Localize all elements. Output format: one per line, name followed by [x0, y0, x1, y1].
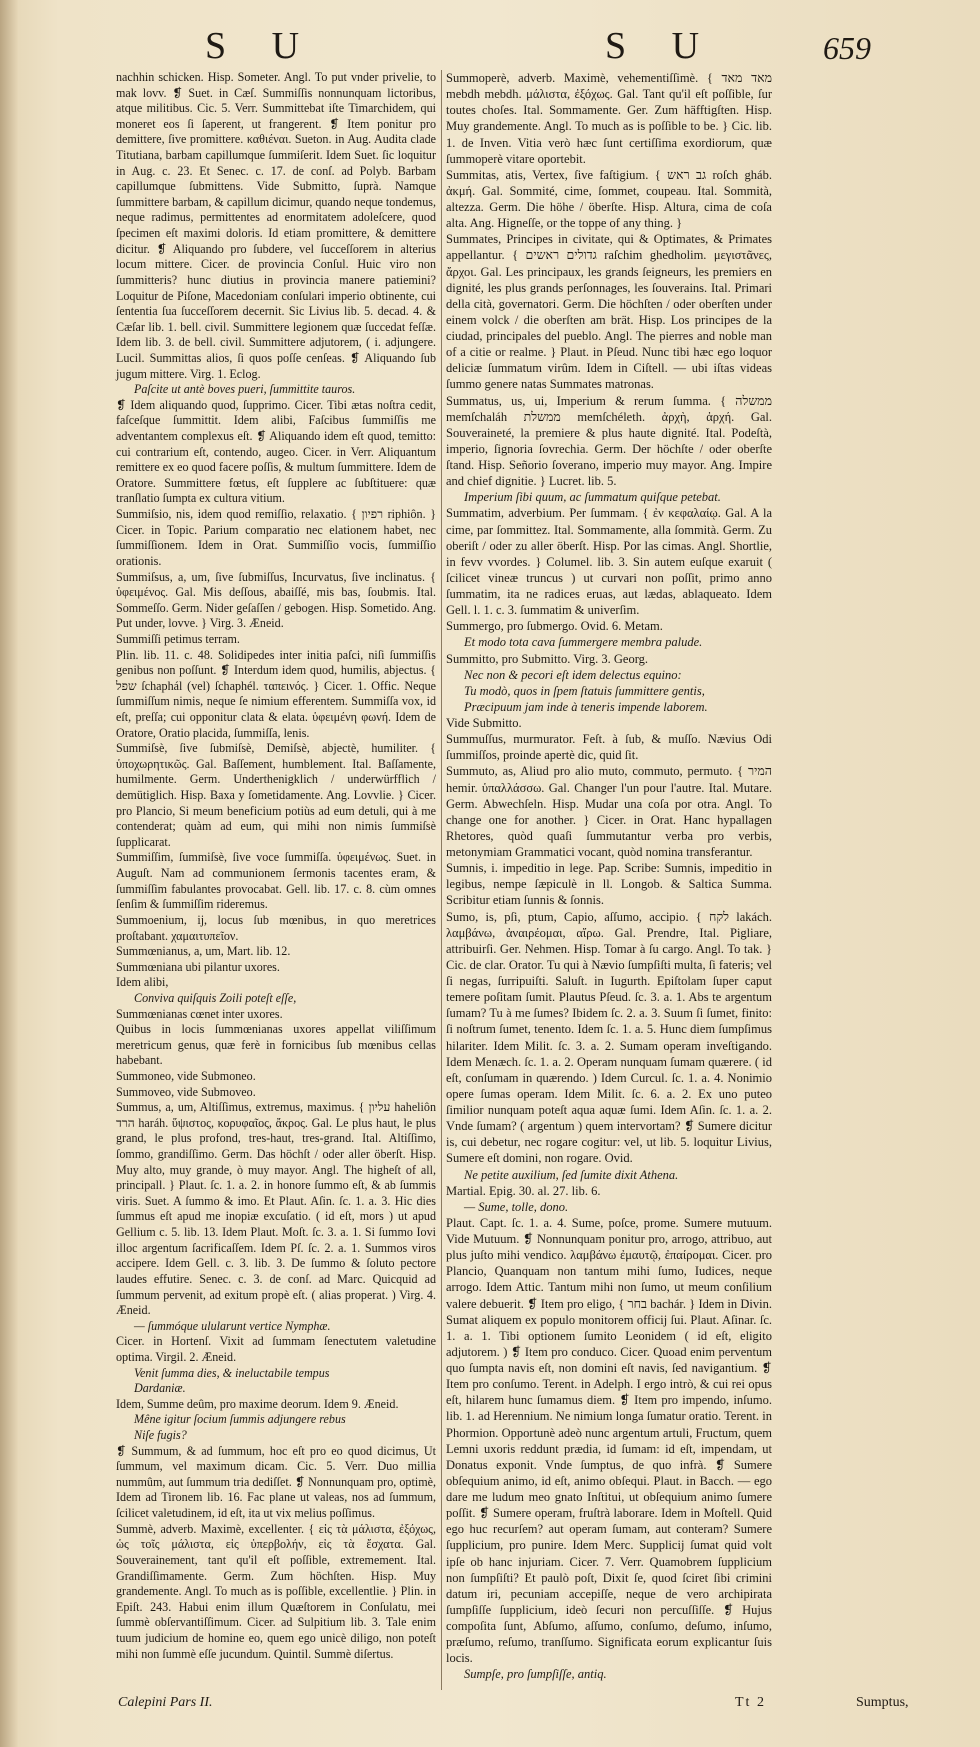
dictionary-entry: Summoenium, ij, locus ſub mœnibus, in quo meretrices proſtabant. χαμαιτυπεῖον. [116, 912, 436, 943]
dictionary-entry: Summœnianus, a, um, Mart. lib. 12. [116, 944, 291, 959]
dictionary-entry: Summœnianas cœnet inter uxores. [116, 1006, 283, 1021]
signature-mark: Tt 2 [735, 1695, 766, 1710]
running-head-left: S U [205, 25, 318, 67]
dictionary-entry: Summœniana ubi pilantur uxores. [116, 959, 280, 974]
dictionary-entry: Paſcite ut antè boves pueri, ſummittite tauros. [134, 382, 356, 397]
dictionary-entry: Mêne igitur ſocium ſummis adjungere rebus [134, 1412, 346, 1427]
dictionary-entry: Summiſsio, nis, idem quod remiſſio, relaxatio. { רפיון riphiôn. } Cicer. in Topic. Parium comparatio nec elationem habet, nec ſummiſſionem. Idem in Orat. Summiſſio vocis, ſummiſſio orationis. [116, 507, 436, 568]
page-number: 659 [823, 30, 871, 66]
dictionary-entry: Summiſsè, ſive ſubmiſsè, Demiſsè, abjectè, humiliter. { ὑποχωρητικῶς. Gal. Baſſement, humblement. Ital. Baſſamente, humilmente. Germ. Underthenigklich / underwürfflich / demütiglich. Hisp. Baxa y ſometidamente. Ang. Lovvlie. } Cicer. pro Plancio, Si meum beneficium potiùs ad eum detuli, qui à me contenderat; quàm ad eum, qui mihi non nimis ſummiſsè ſupplicarat. [116, 741, 436, 849]
dictionary-entry: Martial. Epig. 30. al. 27. lib. 6. [446, 1183, 601, 1198]
dictionary-entry: Dardaniæ. [134, 1381, 186, 1396]
dictionary-entry: Quibus in locis ſummœnianas uxores appellat viliſſimum meretricum genus, quæ ferè in fornicibus ſub mœnibus cellas habebant. [116, 1022, 436, 1068]
dictionary-entry: Summatim, adverbium. Per ſummam. { ἐν κεφαλαίῳ. Gal. A la cime, par ſommittez. Ital. Sommamente, alla ſommità. Germ. Zu oberiſt / oder zu aller öberſt. Hisp. Por las cimas. Angl. Shortlie, in fevv vvordes. } Columel. lib. 3. Sin autem euſque exaruit ( ſcilicet vineæ truncus ) ut curvari non poſſit, primo anno ſummatim, ita ne radices eruas, aut lædas, ablaqueato. Idem Gell. l. 1. c. 3. ſummatim & univerſim. [446, 506, 772, 618]
dictionary-entry: — Sume, tolle, dono. [464, 1199, 569, 1214]
dictionary-entry: Niſe fugis? [134, 1428, 187, 1443]
left-column [116, 70, 436, 1662]
dictionary-entry: Venit ſumma dies, & ineluctabile tempus [134, 1365, 330, 1380]
dictionary-entry: Imperium ſibi quum, ac ſummatum quiſque petebat. [464, 490, 721, 505]
dictionary-entry: Ne petite auxilium, ſed ſumite dixit Athena. [464, 1167, 679, 1182]
dictionary-entry: ❡ Idem aliquando quod, ſupprimo. Cicer. Tibi ætas noſtra cedit, faſceſque ſummittit. Idem alibi, Faſcibus ſummiſſis me adventantem complexus eſt. ❡ Aliquando idem eſt quod, temitto: cui contrarium eſt, contendo, augeo. Cicer. in Verr. Aliquantum remittere ex eo quod facere poſſis, & multum ſummittere. Idem de Oratore. Summittere fœtus, eſt ſupplere ac ſubſtituere: quæ tranſlatio ſumpta ex cultura vitium. [116, 397, 436, 506]
dictionary-entry: Summitto, pro Submitto. Virg. 3. Georg. [446, 651, 649, 666]
dictionary-entry: Vide Submitto. [446, 716, 522, 730]
dictionary-entry: Præcipuum jam inde à teneris impende laborem. [464, 699, 708, 714]
dictionary-entry: Summè, adverb. Maximè, excellenter. { εἰς τὰ μάλιστα, ἐξόχως, ὡς τοῖς μάλιστα, εἰς ὑπερβολήν, εἰς τὰ ἔσχατα. Gal. Souverainement, tant qu'il eſt poſſible, extremement. Ital. Grandiſſimamente. Germ. Zum höchſten. Hisp. Muy grandemente. Angl. To much as is poſſible, excellentlie. } Plin. in Epiſt. 243. Habui enim illum Quæſtorem in Conſulatu, mei ſummè obſervantiſſimum. Cicer. ad Sulpitium lib. 3. Tale enim tuum judicium de homine eo, quem ego unicè diligo, non poteſt mihi non ſummè eſſe jucundum. Quintil. Summè diſertus. [116, 1521, 436, 1661]
dictionary-entry: Summuto, as, Aliud pro alio muto, commuto, permuto. { המיר hemir. ὑπαλλάσσω. Gal. Changer l'un pour l'autre. Ital. Mutare. Germ. Abwechſeln. Hisp. Mudar una coſa por otra. Angl. To change one for another. } Cicer. in Orat. Hanc hypallagen Rhetores, quòd quaſi ſummutantur verba pro verbis, metonymiam Grammatici vocant, quòd nomina transferantur. [446, 764, 772, 859]
dictionary-entry: Et modo tota cava ſummergere membra palude. [464, 635, 703, 650]
dictionary-entry: Summates, Principes in civitate, qui & Optimates, & Primates appellantur. { גדולים ראשים raſchim ghedholim. μεγιστᾶνες, ἄρχοι. Gal. Les principaux, les grands ſeigneurs, les premiers en dignité, les plus grands perſonnages, les ſouverains. Ital. Primari della cità, governatori. Germ. Die höchſten / oder oberſten under einem volck / die oberſten am brät. Hisp. Los principes de la ciudad, principales del pueblo. Angl. The pierres and noble man of a citie or realme. } Plaut. in Pſeud. Nunc tibi hæc ego loquor deliciæ ſummatum virûm. Idem in Ciſtell. — ubi iſtas videas ſummo genere natas Summates matronas. [446, 232, 772, 392]
dictionary-entry: Summus, a, um, Altiſſimus, extremus, maximus. { עליון haheliôn הרד haráh. ὕψιστος, κορυφαῖος, ἄκρος. Gal. Le plus haut, le plus grand, le plus profond, tres-haut, tres-grand. Ital. Altiſſimo, ſommo, grandiſſimo. Germ. Das höchſt / oder aller öberſt. Hisp. Muy alto, muy grande, ò muy mayor. Angl. The higheſt of all, principall. } Plaut. ſc. 1. a. 2. in honore ſummo eſt, & ab ſummis viris. Suet. A ſummo & imo. Et Plaut. Aſin. ſc. 1. a. 3. Hic dies ſummus eſt apud me inopiæ excuſatio. ( id eſt, mors ) ut apud Gellium c. 5. lib. 13. Idem Plaut. Moſt. ſc. 3. a. 1. Si ſummo Iovi illoc argentum ſacrificaſſem. Idem Pſ. ſc. 2. a. 1. Summos viros accipere. Idem Gell. c. 3. lib. 3. De ſummo & ſoluto pectore laudes effutire. Senec. c. 3. de conſ. ad Marc. Quicquid ad ſummum pervenit, ad exitum propè eſt. ( alias properat. ) Virg. 4. Æneid. [116, 1100, 436, 1318]
dictionary-entry: Summergo, pro ſubmergo. Ovid. 6. Metam. [446, 619, 663, 634]
dictionary-entry: Plaut. Capt. ſc. 1. a. 4. Sume, poſce, prome. Sumere mutuum. Vide Mutuum. ❡ Nonnunquam ponitur pro, arrogo, attribuo, aut plus juſto mihi vendico. λαμβάνω ἐμαυτῷ, ἐπαίρομαι. Cicer. pro Plancio, Quanquam non tantum mihi ſumo, Iudices, neque arrogo. Idem Attic. Tantum mihi non ſumo, ut meum conſilium valere debuerit. ❡ Item pro eligo, { בחר bachár. } Idem in Divin. Sumat aliquem ex populo monitorem officij ſui. Plaut. Aſinar. ſc. 1. a. 1. Tibi optionem ſumito Leonidem ( id eſt, eligito adjutorem. ) ❡ Item pro conduco. Cicer. Quoad enim perventum quo ſumpta navis eſt, non domini eſt navis, ſed navigantium. ❡ Item pro conſumo. Terent. in Adelph. I ergo intrò, & cui rei opus eſt, hilarem hunc ſumamus diem. ❡ Item pro impendo, inſumo. lib. 1. ad Herennium. Ne nimium longa ſumatur oratio. Terent. in Phormion. Opportunè adeò nunc argentum artuli, Fructum, quem Lemni uxoris reddunt prædia, id ſumam: id eſt, impendam, ut Donatus exponit. Vnde ſumptus, de quo infrà. ❡ Sumere obſequium animo, id eſt, animo obſequi. Plaut. in Bacch. — ego dare me ludum meo gnato Inſtitui, ut obſequium animo ſumere poſſit. ❡ Sumere operam, fruſtrà laborare. Idem in Moſtell. Quid ego huc recurſem? aut operam ſumam, aut conteram? Sumere ſupplicium, pro punire. Idem Merc. Supplicij ſumat quid volt ipſe ob hanc injuriam. Cicer. 7. Verr. Quamobrem ſupplicium non ſumpſiſti? Et paulò poſt, Dixit ſe, quod ſciret ſibi crimini datum iri, pecuniam accepiſſe, neque de vero archipirata ſumpſiſſe ſupplicium, ideò ſecuri non percuſſiſſe. ❡ Hujus compoſita ſunt, Abſumo, aſſumo, conſumo, deſumo, inſumo, præſumo, reſumo, tranſſumo. Significata eorum explicantur ſuis locis. [446, 1215, 772, 1666]
dictionary-entry: Idem, Summe deûm, pro maxime deorum. Idem 9. Æneid. [116, 1396, 399, 1411]
dictionary-entry: ❡ Summum, & ad ſummum, hoc eſt pro eo quod dicimus, Ut ſummum, vel maximum dicam. Cic. 5. Verr. Duo millia nummûm, aut ſummum tria dediſſet. ❡ Nonnunquam pro, optimè, Idem ad Tironem lib. 16. Fac plane ut valeas, nos ad ſummum, ſcilicet valetudinem, id eſt, ita ut vix melius poſſimus. [116, 1443, 436, 1521]
dictionary-entry: Summoperè, adverb. Maximè, vehementiſſimè. { מאד מאד mebdh mebdh. μάλιστα, ἐξόχως. Gal. Tant qu'il eſt poſſible, ſur toutes choſes. Ital. Sommamente. Ger. Zum häfftigſten. Hisp. Muy grandemente. Angl. To much as is poſſible to be. } Cic. lib. 1. de Inven. Vitia verò hæc ſunt certiſſima exordiorum, quæ ſummoperè vitare oportebit. [446, 71, 772, 166]
dictionary-entry: Sumpſe, pro ſumpſiſſe, antiq. [464, 1667, 607, 1682]
dictionary-entry: — ſummóque ulularunt vertice Nymphæ. [134, 1318, 331, 1333]
dictionary-entry: Summiſſim, ſummiſsè, ſive voce ſummiſſa. ὑφειμένως. Suet. in Auguſt. Nam ad communionem ſermonis tacentes eram, & ſummiſſim fabulantes provocabat. Gell. lib. 17. c. 8. cùm omnes ſenſim & ſummiſſim rideremus. [116, 850, 436, 912]
dictionary-entry: Cicer. in Hortenſ. Vixit ad ſummam ſenectutem valetudine optima. Virgil. 2. Æneid. [116, 1334, 436, 1364]
dictionary-entry: Tu modò, quos in ſpem ſtatuis ſummittere gentis, [464, 683, 705, 698]
dictionary-entry: Summitas, atis, Vertex, ſive faſtigium. { גב ראש roſch gháb. ἀκμή. Gal. Sommité, cime, ſommet, coupeau. Ital. Sommità, altezza. Germ. Die höhe / öberſte. Hisp. Altura, cima de coſa alta. Ang. Higneſſe, or the toppe of any thing. } [446, 167, 772, 231]
catchword: Sumptus, [856, 1695, 909, 1710]
dictionary-entry: Summiſſi petimus terram. [116, 631, 240, 646]
dictionary-entry: Summoveo, vide Submoveo. [116, 1084, 256, 1099]
book-gutter [0, 0, 18, 1747]
running-head-right: S U [605, 25, 718, 67]
dictionary-entry: Summuſſus, murmurator. Feſt. à ſub, & muſſo. Nævius Odi ſummiſſos, proinde apertè dic, quid ſit. [446, 732, 772, 763]
right-column [446, 70, 772, 1683]
dictionary-entry: Conviva quiſquis Zoili poteſt eſſe, [134, 990, 297, 1005]
dictionary-entry: Summatus, us, ui, Imperium & rerum ſumma. { ממשלה memſchaláh ממשלת memſchéleth. ἀρχὴ, ἀρχή. Gal. Souveraineté, la premiere & plus haute dignité. Ital. Podeſtà, imperio, ſignoria ſovrechia. Germ. Der höchſte / oder oberſte ſtand. Hisp. Señorio ſoverano, imperio muy mayor. Ang. Impire and chief dignitie. } Lucret. lib. 5. [446, 393, 772, 489]
dictionary-entry: Nec non & pecori eſt idem delectus equino: [464, 667, 682, 682]
dictionary-entry: nachhin schicken. Hisp. Someter. Angl. To put vnder privelie, to mak lovv. ❡ Suet. in Cæſ. Summiſſis nonnunquam lictoribus, atque militibus. Cic. 5. Verr. Summittebat iſte Timarchidem, qui moneret eos ſi ſaperent, ut frangerent. ❡ Item ponitur pro demittere, ſive promittere. καθιέναι. Sueton. in Aug. Audita clade Titutiana, barbam capillumque ſummiſerit. Idem Suet. ſic loquitur in Aug. c. 23. Et Senec. c. 17. de conſ. ad Polyb. Barbam capillumque ſubmittens. Vide Submitto, ſuprà. Namque ſummittere barbam, & capillum dicimur, quando neque tondemus, neque radimus, permittentes ad enormitatem adoleſcere, quod ſpecimen eſt maximi doloris. Id etiam promittere, & demittere dicitur. ❡ Aliquando pro ſubdere, vel ſucceſſorem in alterius locum mittere. Cicer. de provincia Conſul. Huic viro non ſummitteris? hunc diutius in provincia manere patiemini? Loquitur de Piſone, Macedoniam conſulari imperio obtinente, cui ſententia ſua ſucceſſorem decernit. Sic Livius lib. 5. decad. 4. & Cæſar lib. 1. bell. civil. Summittere legionem quæ ſuccedat feſſæ. Idem lib. 3. de bell. civil. Summittere adjutorem, ( i. adjungere. Lucil. Summittas alios, ſi quos poſſe cenſeas. ❡ Aliquando ſub jugum mittere. Virg. 1. Eclog. [116, 70, 436, 381]
dictionary-entry: Sumnis, i. impeditio in lege. Pap. Scribe: Sumnis, impeditio in legibus, nempe ſæpiculè in ll. Longob. & Saltica Summa. Scribitur etiam ſunnis & ſonnis. [446, 861, 772, 908]
dictionary-entry: Idem alibi, [116, 975, 169, 990]
dictionary-entry: Summoneo, vide Submoneo. [116, 1069, 256, 1083]
dictionary-entry: Plin. lib. 11. c. 48. Solidipedes inter initia paſci, niſi ſummiſſis genibus non poſſunt. ❡ Interdum idem quod, humilis, abjectus. { שפל ſchaphál (vel) ſchaphél. ταπεινός. } Cicer. 1. Offic. Neque ſummiſſum nimis, neque ſe nimium efferentem. Summiſſa vox, id eſt, preſſa; cui opponitur clata & elata. ὑφειμένη φωνή. Idem de Oratore, Oratio placida, ſummiſſa, lenis. [116, 647, 436, 740]
footer-title: Calepini Pars II. [118, 1695, 213, 1710]
dictionary-entry: Summiſsus, a, um, ſive ſubmiſſus, Incurvatus, ſive inclinatus. { ὑφειμένος. Gal. Mis deſſous, abaiſſé, mis bas, ſoubmis. Ital. Sommeſſo. Germ. Nider geſaſſen / gebogen. Hisp. Sometido. Ang. Put under, lovve. } Virg. 3. Æneid. [116, 569, 436, 631]
dictionary-entry: Sumo, is, pſi, ptum, Capio, aſſumo, accipio. { לקח lakách. λαμβάνω, ἀναιρέομαι, αἴρω. Gal. Prendre, Ital. Pigliare, attribuirſi. Ger. Nehmen. Hisp. Tomar à ſu cargo. Angl. To tak. } Cic. de clar. Orator. Tu qui à Nævio ſumpſiſti multa, ſi fateris; vel ſi negas, ſurripuiſti. Saluſt. in Iugurth. Epiſtolam ſuper caput temere poſitam ſumit. Plautus Pſeud. ſc. 3. a. 1. Abs te argentum ſumam? Tu à me ſumes? Ibidem ſc. 2. a. 3. Suum ſi ſumet, finito: ſi noſtrum ſumet, tenento. Idem ſc. 1. a. 5. Hunc diem ſumpſimus hilariter. Idem Milit. ſc. 3. a. 2. Sumam operam inveſtigando. Idem Menæch. ſc. 1. a. 2. Operam nunquam ſumam quærere. ( id eſt, conſumam in quærendo. ) Idem Curcul. ſc. 1. a. 4. Nonimio opere ſumas operam. Idem Milit. ſc. 6. a. 2. Ex uno puteo ſimilior nunquam poteſt aqua aquæ ſumi. Idem Aſin. ſc. 1. a. 2. Vnde ſumam? ( argentum ) quem intervortam? ❡ Sumere dicitur is, cui debetur, nec rogare cogitur: vel, ut lib. 5. loquitur Livius, Sumere eſt domini, non rogare. Ovid. [446, 909, 772, 1166]
column-divider [441, 70, 442, 1690]
